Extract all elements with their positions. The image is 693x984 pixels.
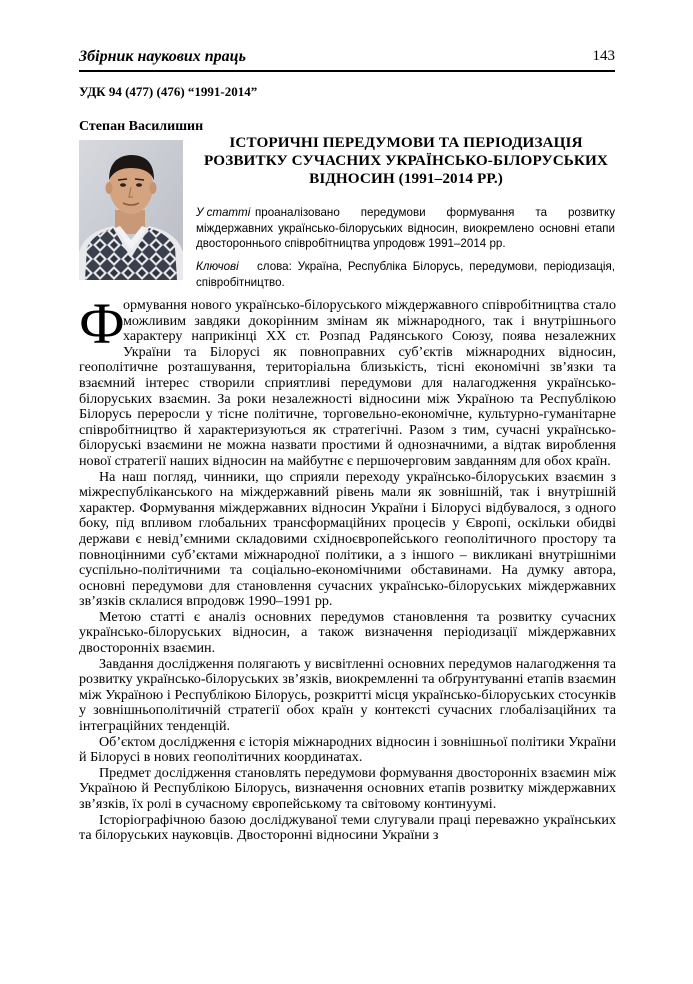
running-head bbox=[79, 46, 615, 70]
body-paragraph: На наш погляд, чинники, що сприяли переходу українсько-білоруських взаємин з міжреспубліканського на міждержавний рівень мали як зовнішній, так і внутрішній характер. Формування міждержавних відносин України і Білорусі відбувалося, з одного боку, під впливом глобальних трансформаційних процесів у Європі, оскільки обидві держави є невід’ємними складовими східноєвропейського геополітичного простору та повноцінними суб’єктами міжнародної політики, а з іншого – викликані внутрішніми суспільно-політичними та соціально-економічними обставинами. На думку автора, основні передумови для становлення сучасних українсько-білоруських міждержавних зв’язків склалися впродовж 1990–1991 рр. bbox=[79, 468, 616, 610]
article-body bbox=[79, 291, 616, 844]
body-paragraph: Об’єктом дослідження є історія міжнародних відносин і зовнішньої політики України й Білорусі в нових геополітичних координатах. bbox=[79, 733, 616, 766]
title-line: ВІДНОСИН (1991–2014 РР.) bbox=[309, 170, 503, 187]
paragraph-text: ормування нового українсько-білоруського міждержавного співробітництва стало можливим завдяки докорінним змінам як міжнародного, так і внутрішнього характеру наприкінці ХХ ст. Розпад Радянського Союзу, поява незалежних України та Білорусі як повноправних суб’єктів міжнародних відносин, геополітичне розташування, територіальна близькість, тісні економічні зв’язки та взаємний інтерес створили сприятливі передумови для налагодження українсько-білоруських взаємин. За роки незалежності відносини між Україною та Республікою Білорусь переросли у тісне політичне, торговельно-економічне, культурно-гуманітарне співробітництво й характеризуються як стратегічні. Разом з тим, сучасні українсько-білоруські взаємини не можна назвати простими й однозначними, а відтак вироблення нової стратегії наших відносин на майбутнє є першочерговим завданням для обох країн. bbox=[79, 297, 616, 469]
journal-title: Збірник наукових праць bbox=[79, 48, 246, 65]
body-paragraph: Історіографічною базою досліджуваної теми слугували праці переважно українських та білоруських науковців. Двосторонні відносини України з bbox=[79, 811, 616, 844]
author-name: Степан Василишин bbox=[79, 119, 204, 134]
body-paragraph bbox=[79, 291, 616, 470]
article-title bbox=[196, 134, 616, 188]
keywords-label: Ключові bbox=[196, 260, 239, 273]
title-line: РОЗВИТКУ СУЧАСНИХ УКРАЇНСЬКО-БІЛОРУСЬКИХ bbox=[204, 152, 608, 169]
abstract-text: проаналізовано передумови формування та розвитку міждержавних українсько-білоруських відносин, виокремлено основні етапи двостороннього співробітництва упродовж 1991–2014 рр. bbox=[196, 206, 615, 250]
udc-code: УДК 94 (477) (476) “1991-2014” bbox=[79, 84, 258, 99]
body-paragraph: Метою статті є аналіз основних передумов становлення та розвитку сучасних українсько-білоруських відносин, а також визначення періодизації міждержавних двосторонніх взаємин. bbox=[79, 608, 616, 657]
body-paragraph: Предмет дослідження становлять передумови формування двосторонніх взаємин між Україною й Республікою Білорусь, визначення основних етапів розвитку міждержавних зв’язків, їх ролі в сучасному європейському та світовому континуумі. bbox=[79, 764, 616, 812]
abstract-label: У статті bbox=[196, 206, 251, 219]
author-photo bbox=[79, 140, 183, 280]
author-portrait-icon bbox=[79, 140, 183, 280]
title-line: ІСТОРИЧНІ ПЕРЕДУМОВИ ТА ПЕРІОДИЗАЦІЯ bbox=[229, 134, 583, 151]
header-rule bbox=[79, 70, 615, 72]
body-paragraph: Завдання дослідження полягають у висвітленні основних передумов налагодження та розвитку українсько-білоруських зв’язків, виокремленні та обґрунтуванні етапів взаємин між Україною і Республікою Білорусь, розкритті місця українсько-білоруських стосунків у зовнішньополітичній стратегії обох країн у контексті сучасних глобалізаційних та інтеграційних тенденцій. bbox=[79, 655, 616, 735]
keywords-text: слова: Україна, Республіка Білорусь, передумови, періодизація, співробітництво. bbox=[196, 260, 615, 289]
drop-cap: Ф bbox=[79, 291, 125, 356]
page-number: 143 bbox=[592, 48, 615, 64]
